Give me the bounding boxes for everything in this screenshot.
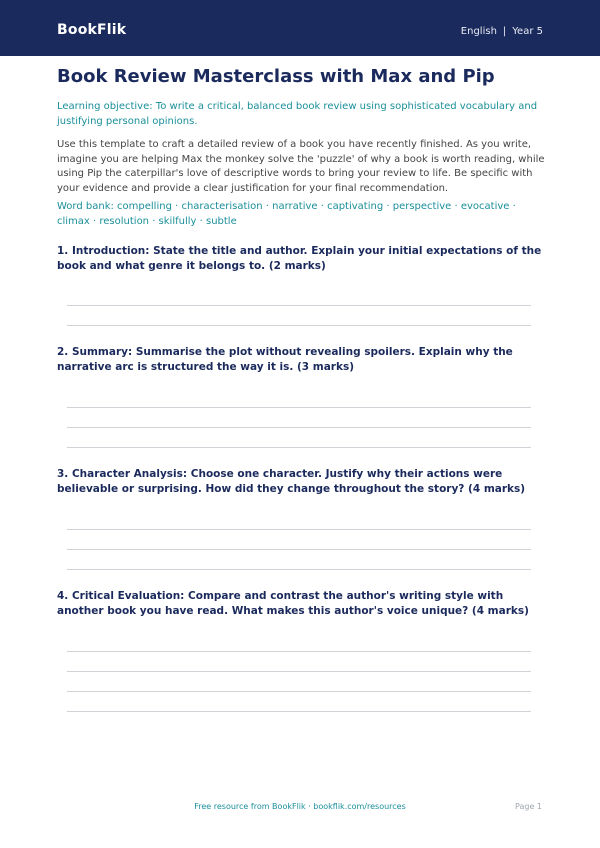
answer-line[interactable] [67, 651, 531, 652]
question-3: 3. Character Analysis: Choose one character. Justify why their actions were believable or surprising. How did they change throughout the story? (4 marks) [57, 468, 526, 495]
page-number: Page 1 [515, 802, 542, 811]
answer-line[interactable] [67, 691, 531, 692]
word-bank: Word bank: compelling · characterisation · narrative · captivating · perspective · evocative · climax · resolution · skilfully · subtle [57, 201, 516, 227]
answer-line[interactable] [67, 427, 531, 428]
meta-separator: | [502, 26, 507, 37]
answer-line[interactable] [67, 305, 531, 306]
answer-line[interactable] [67, 569, 531, 570]
subject-year [461, 26, 543, 37]
page-title: Book Review Masterclass with Max and Pip [57, 66, 495, 87]
answer-line[interactable] [67, 325, 531, 326]
header-bar [0, 0, 600, 56]
answer-line[interactable] [67, 671, 531, 672]
question-4: 4. Critical Evaluation: Compare and contrast the author's writing style with another book you have read. What makes this author's voice unique? (4 marks) [57, 590, 529, 617]
year-label: Year 5 [512, 26, 543, 37]
subject-label: English [460, 26, 497, 37]
answer-line[interactable] [67, 711, 531, 712]
answer-line[interactable] [67, 447, 531, 448]
learning-objective: Learning objective: To write a critical, balanced book review using sophisticated vocabulary and justifying personal opinions. [57, 101, 538, 127]
answer-line[interactable] [67, 407, 531, 408]
question-1: 1. Introduction: State the title and author. Explain your initial expectations of the book and what genre it belongs to. (2 marks) [57, 245, 542, 272]
brand-logo: BookFlik [57, 22, 127, 38]
question-2: 2. Summary: Summarise the plot without revealing spoilers. Explain why the narrative arc is structured the way it is. (3 marks) [57, 346, 513, 373]
answer-line[interactable] [67, 549, 531, 550]
answer-line[interactable] [67, 529, 531, 530]
footer-text: Free resource from BookFlik · bookflik.com/resources [194, 802, 406, 811]
intro-paragraph: Use this template to craft a detailed review of a book you have recently finished. As you write, imagine you are helping Max the monkey solve the 'puzzle' of why a book is worth reading, while using Pip the caterpillar's love of descriptive words to bring your review to life. Be specific with your evidence and provide a clear justification for your final recommendation. [57, 139, 545, 194]
